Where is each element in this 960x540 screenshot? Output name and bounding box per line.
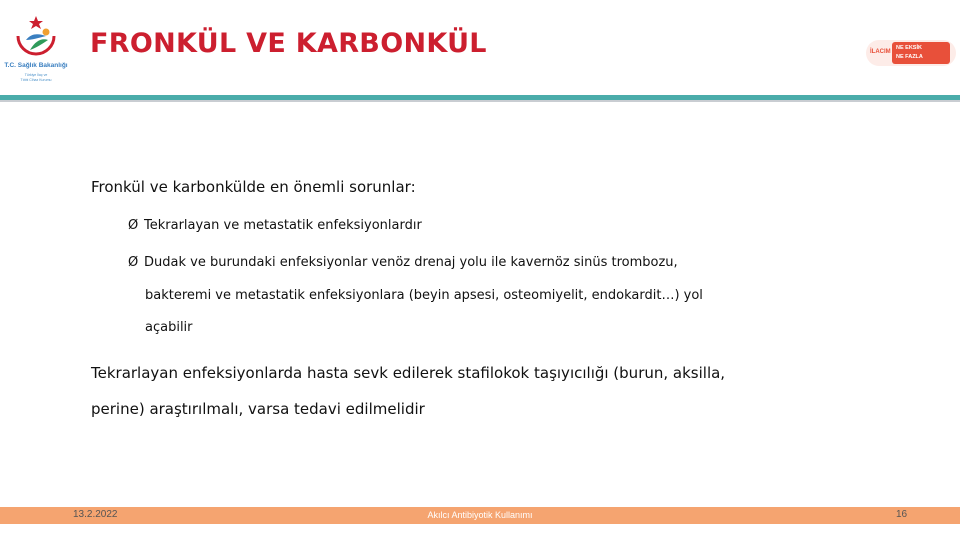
footer-bar (0, 507, 960, 524)
paragraph-line-1: Tekrarlayan enfeksiyonlarda hasta sevk edilerek stafilokok taşıyıcılığı (burun, aksilla, (91, 364, 726, 382)
bullet-item-1-text: Tekrarlayan ve metastatik enfeksiyonlardır (144, 218, 422, 233)
campaign-logo-word: İLACIM (870, 49, 891, 55)
arrow-bullet-icon: Ø (128, 255, 139, 270)
campaign-logo (866, 40, 956, 66)
bullet-item-2-continuation-1: bakteremi ve metastatik enfeksiyonlara (beyin apsesi, osteomiyelit, endokardit…) yol (145, 288, 703, 303)
lead-text: Fronkül ve karbonkülde en önemli sorunlar: (91, 178, 416, 196)
bullet-item-2-continuation-2: açabilir (145, 320, 193, 335)
bullet-item-2 (128, 255, 678, 270)
slide-title: FRONKÜL VE KARBONKÜL (90, 28, 487, 59)
campaign-logo-line-1: NE EKSİK (896, 45, 922, 51)
footer-date: 13.2.2022 (73, 509, 118, 520)
bullet-item-1 (128, 218, 422, 233)
page-number: 16 (896, 509, 908, 520)
logo-name: T.C. Sağlık Bakanlığı (4, 62, 68, 69)
campaign-logo-line-2: NE FAZLA (896, 54, 923, 60)
campaign-logo-badge (892, 42, 950, 64)
bullet-item-2-text: Dudak ve burundaki enfeksiyonlar venöz drenaj yolu ile kavernöz sinüs trombozu, (144, 255, 678, 270)
paragraph-line-2: perine) araştırılmalı, varsa tedavi edilmelidir (91, 400, 425, 418)
footer-title: Akılcı Antibiyotik Kullanımı (427, 510, 533, 520)
ministry-logo (4, 8, 68, 88)
ministry-emblem-icon (10, 10, 62, 62)
logo-sub-line-1: Türkiye İlaç ve (24, 73, 48, 77)
arrow-bullet-icon: Ø (128, 218, 139, 233)
header-divider-shadow (0, 100, 960, 102)
logo-sub-line-2: Tıbbi Cihaz Kurumu (20, 78, 52, 82)
